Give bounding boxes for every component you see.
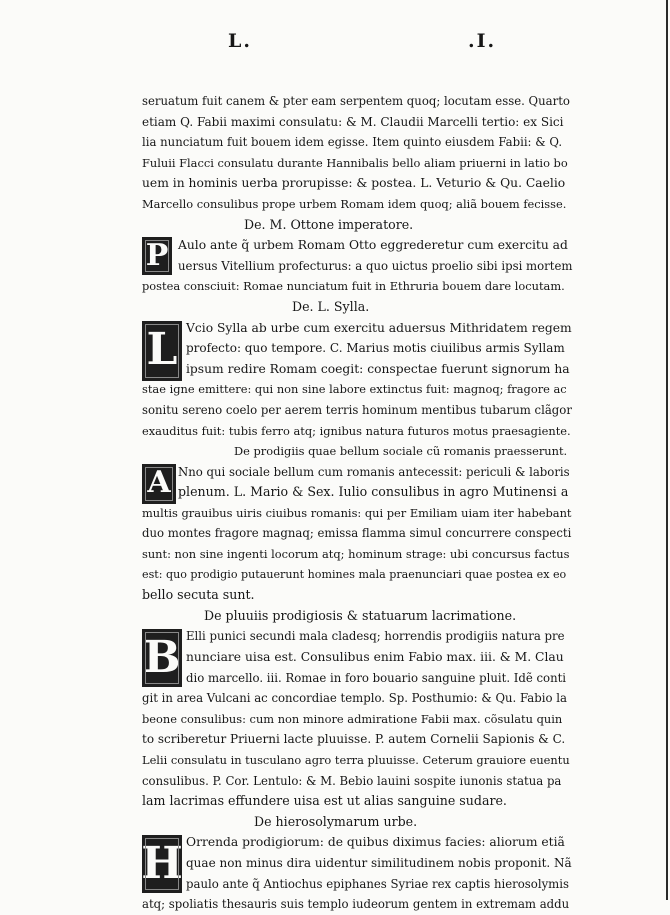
- text-line: nunciare uisa est. Consulibus enim Fabio max. iii. & M. Clau: [186, 650, 564, 665]
- text-line: lam lacrimas effundere uisa est ut alias sanguine sudare.: [142, 793, 507, 809]
- text-line: etiam Q. Fabii maximi consulatu: & M. Claudii Marcelli tertio: ex Sici: [142, 114, 564, 129]
- text-line: to scriberetur Priuerni lacte pluuisse. P. autem Cornelii Sapionis & C.: [142, 732, 566, 747]
- text-line: Lelii consulatu in tusculano agro terra pluuisse. Ceterum grauiore euentu: [142, 753, 570, 767]
- section-heading: De pluuiis prodigiosis & statuarum lacrimatione.: [204, 607, 517, 623]
- text-line: multis grauibus uiris ciuibus romanis: qui per Emiliam uiam iter habebant: [142, 505, 572, 520]
- section-heading: De. M. Ottone imperatore.: [244, 216, 414, 232]
- text-line: seruatum fuit canem & pter eam serpentem quoq; locutam esse. Quarto: [142, 94, 570, 108]
- text-line: Aulo ante q̃ urbem Romam Otto eggrederetur cum exercitu ad: [178, 238, 568, 253]
- text-line: consulibus. P. Cor. Lentulo: & M. Bebio lauini sospite iunonis statua pa: [142, 773, 562, 788]
- page-edge-shadow: [666, 0, 668, 900]
- text-line: paulo ante q̃ Antiochus epiphanes Syriae rex captis hierosolymis: [186, 876, 569, 891]
- text-line: Marcello consulibus prope urbem Romam idem quoq; aliã bouem fecisse.: [142, 196, 567, 211]
- section-heading: De prodigiis quae bellum sociale cũ romanis praesserunt.: [234, 444, 568, 459]
- paragraph: [142, 462, 572, 606]
- section-heading: De. L. Sylla.: [292, 298, 370, 314]
- text-line: Nno qui sociale bellum cum romanis antecessit: periculi & laboris: [178, 464, 570, 479]
- text-line: plenum. L. Mario & Sex. Iulio consulibus in agro Mutinensi a: [178, 484, 569, 500]
- text-line: bello secuta sunt.: [142, 587, 255, 603]
- text-line: lia nunciatum fuit bouem idem egisse. Item quinto eiusdem Fabii: & Q.: [142, 135, 563, 150]
- text-line: sunt: non sine ingenti locorum atq; hominum strage: ubi concursus factus: [142, 547, 570, 562]
- text-line: Vcio Sylla ab urbe cum exercitu aduersus Mithridatem regem: [186, 320, 572, 335]
- paragraph: [142, 318, 572, 442]
- text-block: [142, 91, 572, 915]
- paragraph: [142, 235, 572, 297]
- text-line: ipsum redire Romam coegit: conspectae fuerunt signorum ha: [186, 361, 570, 376]
- text-line: sonitu sereno coelo per aerem terris hominum mentibus tubarum clãgor: [142, 402, 572, 417]
- text-line: uersus Vitellium profecturus: a quo uictus proelio sibi ipsi mortem: [178, 258, 573, 273]
- text-line: profecto: quo tempore. C. Marius motis ciuilibus armis Syllam: [186, 341, 565, 356]
- drop-cap-initial: P: [142, 237, 172, 275]
- text-line: git in area Vulcani ac concordiae templo. Sp. Posthumio: & Qu. Fabio la: [142, 691, 567, 706]
- paragraph: [142, 91, 572, 215]
- text-line: stae igne emittere: qui non sine labore extinctus fuit: magnoq; fragore ac: [142, 382, 567, 397]
- text-line: Fuluii Flacci consulatu durante Hannibalis bello aliam priuerni in latio bo: [142, 155, 568, 170]
- drop-cap-initial: L: [142, 321, 182, 381]
- text-line: Orrenda prodigiorum: de quibus diximus facies: aliorum etiã: [186, 835, 565, 850]
- text-line: postea consciuit: Romae nunciatum fuit in Ethruria bouem dare locutam.: [142, 279, 565, 294]
- text-line: duo montes fragore magnaq; emissa flamma simul concurrere conspecti: [142, 526, 572, 541]
- drop-cap-initial: A: [142, 464, 176, 504]
- text-line: Elli punici secundi mala cladesq; horrendis prodigiis natura pre: [186, 629, 565, 644]
- drop-cap-initial: B: [142, 629, 182, 687]
- text-line: uem in hominis uerba prorupisse: & postea. L. Veturio & Qu. Caelio: [142, 176, 566, 191]
- folio-number: .I.: [468, 30, 497, 52]
- drop-cap-initial: H: [142, 835, 182, 893]
- text-line: dio marcello. iii. Romae in foro bouario sanguine pluit. Idẽ conti: [186, 670, 567, 685]
- text-line: est: quo prodigio putauerunt homines mala praenunciari quae postea ex eo: [142, 567, 567, 581]
- section-heading: De hierosolymarum urbe.: [254, 813, 418, 829]
- text-line: atq; spoliatis thesauris suis templo iudeorum gentem in extremam addu: [142, 897, 570, 912]
- text-line: quae non minus dira uidentur similitudinem nobis proponit. Nã: [186, 855, 572, 870]
- text-line: beone consulibus: cum non minore admiratione Fabii max. cõsulatu quin: [142, 711, 563, 726]
- text-line: exauditus fuit: tubis ferro atq; ignibus natura futuros motus praesagiente.: [142, 423, 571, 438]
- paragraph: [142, 626, 572, 811]
- running-head-left: L.: [228, 30, 252, 52]
- paragraph: [142, 832, 572, 914]
